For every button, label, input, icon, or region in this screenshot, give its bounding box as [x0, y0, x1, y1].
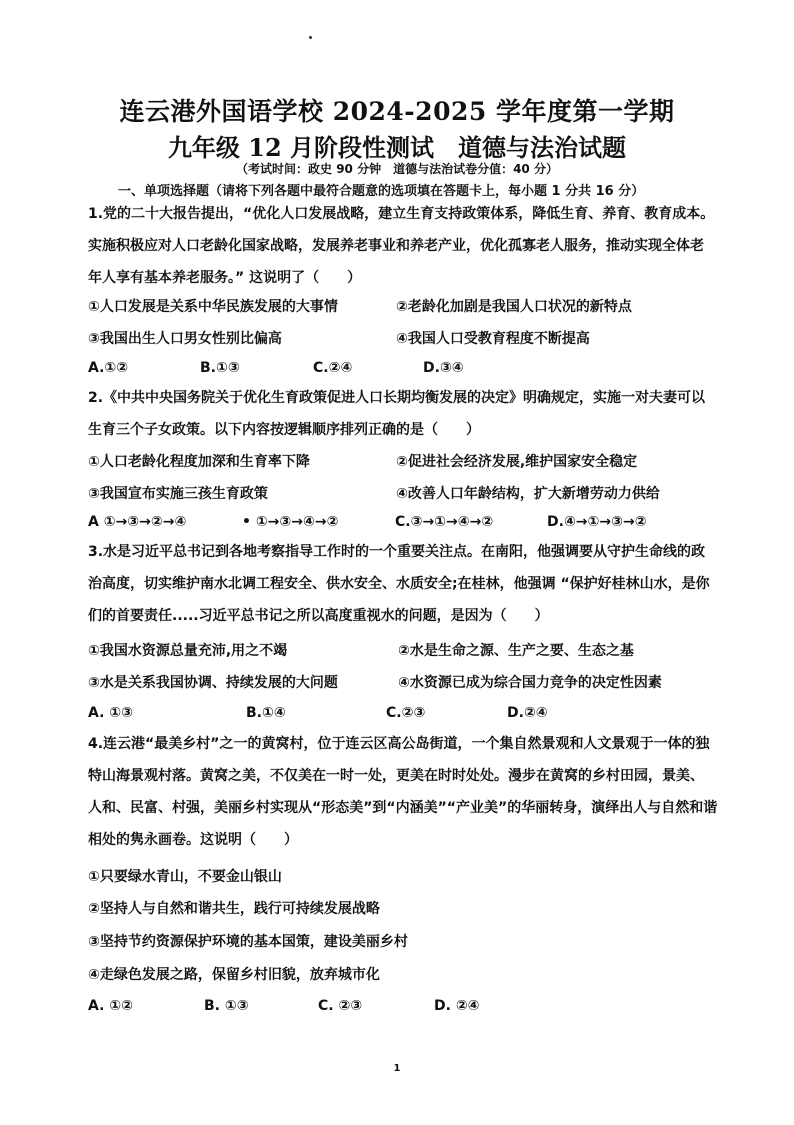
- question-line: 4.连云港“最美乡村”之一的黄窝村，位于连云区高公岛街道，一个集自然景观和人文景观于一体的独: [88, 736, 710, 752]
- question-line: 1.党的二十大报告提出，“优化人口发展战略，建立生育支持政策体系，降低生育、养育、教育成本。: [88, 206, 715, 222]
- choice-a: A ①→③→②→④: [88, 514, 187, 530]
- question-line: 人和、民富、村强，美丽乡村实现从“形态美”到“内涵美”“产业美”的华丽转身，演绎出人与自然和谐: [88, 800, 718, 816]
- statement-3: ③水是关系我国协调、持续发展的大问题: [88, 675, 338, 691]
- question-line: 相处的隽永画卷。这说明（ ）: [88, 832, 298, 848]
- statement-4: ④我国人口受教育程度不断提高: [396, 331, 590, 347]
- scan-speck: [309, 36, 312, 39]
- statement-2: ②水是生命之源、生产之要、生态之基: [398, 643, 634, 659]
- choice-c: C.②③: [386, 705, 426, 721]
- question-4-stem: [88, 728, 718, 856]
- exam-info: （考试时间：政史 90 分钟 道德与法治试卷分值：40 分）: [236, 162, 558, 176]
- choice-c: C.③→①→④→②: [395, 514, 494, 530]
- question-line: 们的首要责任.....习近平总书记之所以高度重视水的问题，是因为（ ）: [88, 608, 549, 624]
- question-2-stem: [88, 382, 708, 446]
- question-line: 年人享有基本养老服务。” 这说明了（ ）: [88, 270, 362, 286]
- statement-1: ①只要绿水青山，不要金山银山: [88, 869, 282, 885]
- choice-d: D. ②④: [434, 998, 480, 1014]
- statement-1: ①人口发展是关系中华民族发展的大事情: [88, 299, 338, 315]
- page-number: 1: [393, 1063, 401, 1074]
- question-line: 2.《中共中央国务院关于优化生育政策促进人口长期均衡发展的决定》明确规定，实施一对夫妻可以: [88, 390, 706, 406]
- choice-a: A.①②: [88, 360, 129, 376]
- statement-4: ④改善人口年龄结构，扩大新增劳动力供给: [396, 486, 660, 502]
- section-heading: 一、单项选择题（请将下列各题中最符合题意的选项填在答题卡上，每小题 1 分共 16 分）: [118, 184, 645, 199]
- question-line: 实施积极应对人口老龄化国家战略，发展养老事业和养老产业，优化孤寡老人服务，推动实现全体老: [88, 238, 704, 254]
- statement-2: ②老龄化加剧是我国人口状况的新特点: [396, 299, 632, 315]
- choice-d: D.②④: [507, 705, 548, 721]
- choice-b: B. ①③: [204, 998, 249, 1014]
- choice-b: B.①④: [246, 705, 286, 721]
- choice-c: C.②④: [313, 360, 353, 376]
- choice-b: B.①③: [200, 360, 240, 376]
- statement-4: ④水资源已成为综合国力竞争的决定性因素: [398, 675, 662, 691]
- question-line: 特山海景观村落。黄窝之美，不仅美在一时一处，更美在时时处处。漫步在黄窝的乡村田园，景美、: [88, 768, 704, 784]
- choice-d: D.③④: [423, 360, 464, 376]
- statement-2: ②坚持人与自然和谐共生，践行可持续发展战略: [88, 901, 380, 917]
- choice-a: A. ①③: [88, 705, 133, 721]
- question-3-stem: [88, 536, 708, 632]
- choice-a: A. ①②: [88, 998, 133, 1014]
- statement-1: ①我国水资源总量充沛,用之不竭: [88, 643, 288, 659]
- question-line: 治高度，切实维护南水北调工程安全、供水安全、水质安全;在桂林，他强调 “保护好桂林山水，是你: [88, 576, 710, 592]
- choice-b: • ①→③→④→②: [242, 514, 339, 530]
- question-line: 生育三个子女政策。以下内容按逻辑顺序排列正确的是（ ）: [88, 422, 480, 438]
- statement-1: ①人口老龄化程度加深和生育率下降: [88, 454, 310, 470]
- choice-d: D.④→①→③→②: [547, 514, 647, 530]
- choice-c: C. ②③: [318, 998, 363, 1014]
- statement-3: ③我国宣布实施三孩生育政策: [88, 486, 268, 502]
- exam-title: 连云港外国语学校 2024-2025 学年度第一学期: [119, 97, 675, 126]
- statement-3: ③坚持节约资源保护环境的基本国策，建设美丽乡村: [88, 934, 408, 950]
- exam-subtitle: 九年级 12 月阶段性测试 道德与法治试题: [167, 133, 627, 162]
- statement-2: ②促进社会经济发展,维护国家安全稳定: [396, 454, 638, 470]
- question-1-stem: [88, 198, 715, 294]
- statement-4: ④走绿色发展之路，保留乡村旧貌，放弃城市化: [88, 967, 380, 983]
- statement-3: ③我国出生人口男女性别比偏高: [88, 331, 282, 347]
- question-line: 3.水是习近平总书记到各地考察指导工作时的一个重要关注点。在南阳，他强调要从守护生命线的政: [88, 544, 706, 560]
